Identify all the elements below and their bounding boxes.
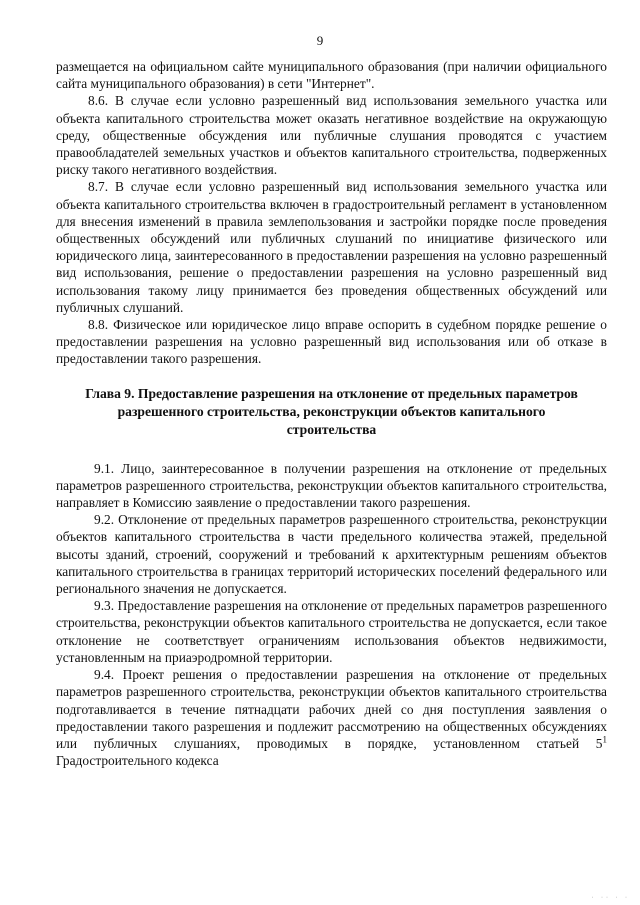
chapter-9-heading [56, 385, 607, 439]
chapter-title-line-3: строительства [286, 421, 377, 437]
paragraph-8-5-continuation: размещается на официальном сайте муниципального образования (при наличии официального сайта муниципального образования) в сети "Интернет". [56, 59, 607, 92]
paragraph-9-1: 9.1. Лицо, заинтересованное в получении разрешения на отклонение от предельных параметров разрешенного строительства, реконструкции объектов капитального строительства, направляет в Комиссию заявление о предоставлении такого разрешения. [56, 460, 607, 511]
paragraph-9-3: 9.3. Предоставление разрешения на отклонение от предельных параметров разрешенного строительства, реконструкции объектов капитального строительства не допускается, если такое отклонение не соответствует ограничениям использования объектов недвижимости, установленным на приаэродромной территории. [56, 598, 607, 665]
paragraph-8-7: 8.7. В случае если условно разрешенный вид использования земельного участка или объекта капитального строительства включен в градостроительный регламент в установленном для внесения изменений в правила землепользования и застройки порядке после проведения общественных обсуждений или публичных слушаний по инициативе физического или юридического лица, заинтересованного в предоставлении разрешения на условно разрешенный вид использования, решение о предоставлении разрешения на условно разрешенный вид использования такому лицу принимается без проведения общественных обсуждений или публичных слушаний. [56, 179, 607, 315]
paragraph-9-4 [56, 666, 607, 769]
page-number: 9 [316, 33, 324, 48]
article-superscript: 1 [602, 734, 607, 745]
chapter-title-line-2: разрешенного строительства, реконструкции объектов капитального [117, 403, 546, 419]
paragraph-9-4-text: 9.4. Проект решения о предоставлении разрешения на отклонение от предельных параметров разрешенного строительства, реконструкции объектов капитального строительства подготавливается в течение пятнадцати рабочих дней со дня поступления заявления о предоставлении такого разрешения и подлежит рассмотрению на общественных обсуждениях или публичных слушаниях, проводимых в порядке, установленном статьей 5 [56, 667, 607, 751]
chapter-title-line-1: Глава 9. Предоставление разрешения на отклонение от предельных параметров [85, 385, 578, 401]
paragraph-9-2: 9.2. Отклонение от предельных параметров разрешенного строительства, реконструкции объектов капитального строительства в части предельного количества этажей, предельной высоты зданий, строений, сооружений и требований к архитектурным решениям объектов капитального строительства в границах территорий исторических поселений федерального или регионального значения не допускается. [56, 512, 607, 597]
document-body [56, 58, 607, 769]
paragraph-8-6: 8.6. В случае если условно разрешенный вид использования земельного участка или объекта капитального строительства может оказать негативное воздействие на окружающую среду, общественные обсуждения или публичные слушания проводятся с участием правообладателей земельных участков и объектов капитального строительства, подверженных риску такого негативного воздействия. [56, 93, 607, 178]
footer-scan-marks: · ·· · · [591, 895, 630, 901]
paragraph-8-8: 8.8. Физическое или юридическое лицо вправе оспорить в судебном порядке решение о предоставлении разрешения на условно разрешенный вид использования или об отказе в предоставлении такого разрешения. [56, 317, 607, 367]
paragraph-9-4-tail: Градостроительного кодекса [56, 753, 219, 769]
